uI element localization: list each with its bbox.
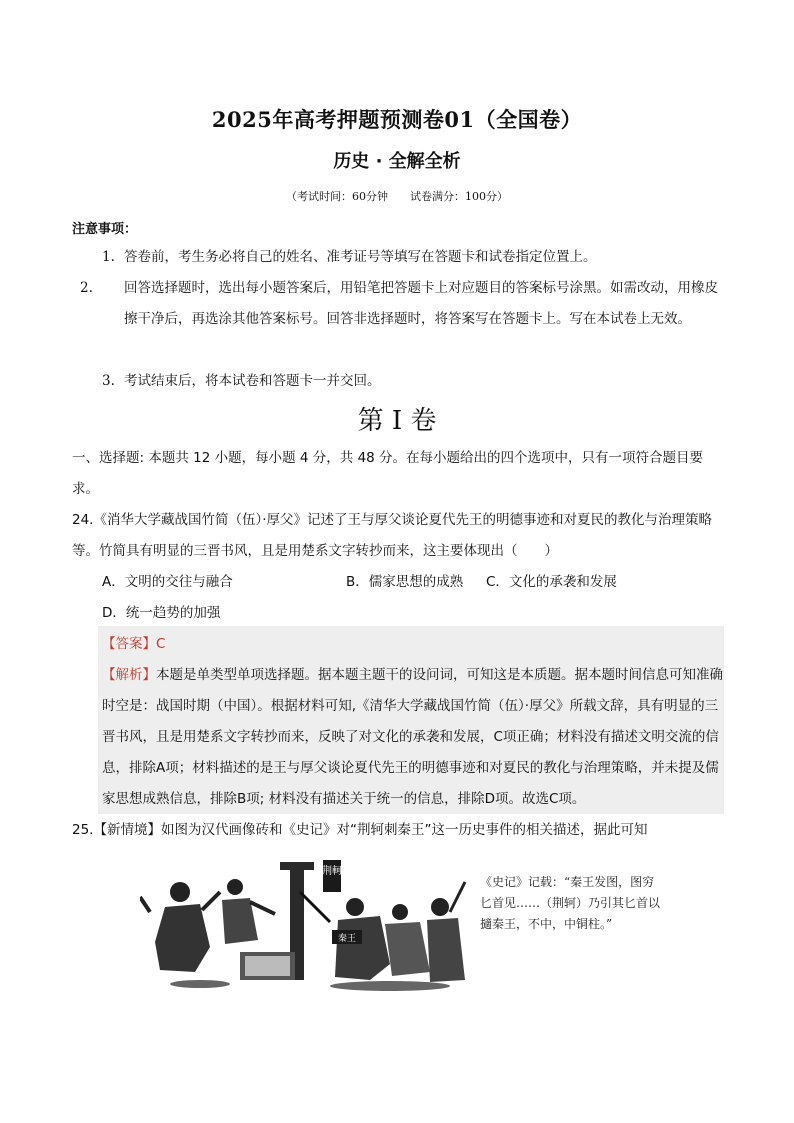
answer-line bbox=[102, 629, 724, 660]
question-24-stem bbox=[72, 505, 724, 567]
notice-heading: 注意事项： bbox=[72, 222, 138, 237]
paper-title: 2025年高考押题预测卷01（全国卷） bbox=[211, 107, 583, 132]
answer-value: C bbox=[156, 636, 166, 652]
question-24-options bbox=[102, 567, 724, 629]
section-intro: 一、选择题: 本题共 12 小题，每小题 4 分，共 48 分。在每小题给出的四个选项中，只有一项符合题目要求。 bbox=[72, 450, 704, 497]
option-b[interactable]: B．儒家思想的成熟 bbox=[346, 574, 464, 590]
shiji-quote: 《史记》记载：“秦王发图，图穷匕首见……（荆轲）乃引其匕首以擿秦王，不中，中铜柱。” bbox=[480, 875, 661, 931]
notice-item-text: 答卷前，考生务必将自己的姓名、准考证号等填写在答题卡和试卷指定位置上。 bbox=[124, 249, 597, 265]
notice-item-2 bbox=[80, 273, 722, 335]
label-qinwang: 秦王 bbox=[337, 934, 357, 944]
answer-tag: 【答案】 bbox=[102, 636, 156, 652]
notice-item-number: 2. bbox=[80, 280, 93, 296]
han-stone-relief-image bbox=[140, 852, 470, 994]
question-24-text: 24.《消华大学藏战国竹简（伍）·厚父》记述了王与厚父谈论夏代先王的明德事迹和对夏民的教化与治理策略等。竹简具有明显的三晋书风，且是用楚系文字转抄而来，这主要体现出（ ） bbox=[72, 512, 713, 559]
question-25-text: 25.【新情境】如图为汉代画像砖和《史记》对“荆轲刺秦王”这一历史事件的相关描述，据此可知 bbox=[72, 822, 648, 838]
analysis-text bbox=[102, 660, 724, 815]
option-c[interactable]: C．文化的承袭和发展 bbox=[486, 574, 617, 590]
option-a[interactable]: A．文明的交往与融合 bbox=[102, 574, 233, 590]
notice-item-1 bbox=[102, 242, 722, 273]
notice-item-3 bbox=[102, 366, 722, 397]
notice-item-number: 3. bbox=[102, 373, 115, 389]
paper-subtitle: 历史 · 全解全析 bbox=[333, 151, 461, 172]
part-title: 第 I 卷 bbox=[357, 406, 437, 436]
analysis-tag: 【解析】 bbox=[102, 667, 156, 683]
notice-item-text: 考试结束后，将本试卷和答题卡一并交回。 bbox=[124, 373, 381, 389]
option-d[interactable]: D．统一趋势的加强 bbox=[102, 605, 221, 621]
analysis-body: 本题是单类型单项选择题。据本题主题干的设问词，可知这是本质题。据本题时间信息可知准确时空是：战国时期（中国）。根据材料可知,《清华大学藏战国竹简（伍）·厚父》所载文辞，具有明显的三晋书风，且是用楚系文字转抄而来，反映了对文化的承袭和发展，C项正确；材料没有描述文明交流的信息，排除A项；材料描述的是王与厚父谈论夏代先王的明德事迹和对夏民的教化与治理策略，并未提及儒家思想成熟信息，排除B项; 材料没有描述关于统一的信息，排除D项。故选C项。 bbox=[102, 667, 723, 807]
label-jingke: 荆軻 bbox=[322, 866, 342, 877]
notice-item-text: 回答选择题时，选出每小题答案后，用铅笔把答题卡上对应题目的答案标号涂黑。如需改动，用橡皮擦干净后，再选涂其他答案标号。回答非选择题时，将答案写在答题卡上。写在本试卷上无效。 bbox=[124, 280, 718, 327]
exam-info: （考试时间：60分钟 试卷满分：100分） bbox=[286, 190, 508, 203]
question-25-stem bbox=[72, 815, 724, 846]
notice-item-number: 1. bbox=[102, 249, 115, 265]
